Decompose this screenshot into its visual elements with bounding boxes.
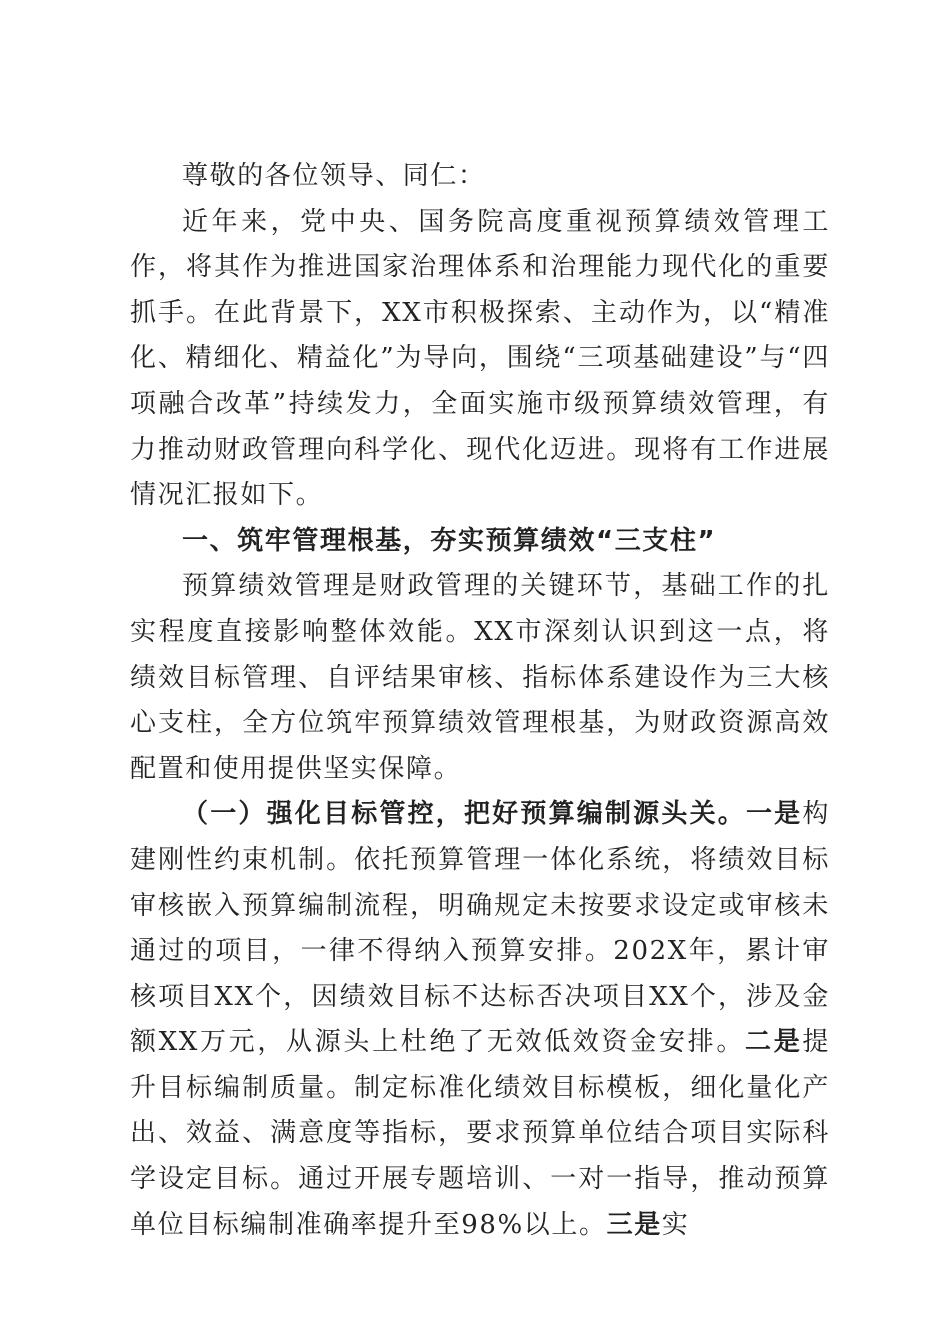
lead-third: 三是 (606, 1209, 662, 1240)
lead-first: 一是 (745, 799, 803, 830)
lead-second: 二是 (745, 1027, 803, 1058)
point-second-text: 提升目标编制质量。制定标准化绩效目标模板，细化量化产出、效益、满意度等指标，要求预算单位结合项目实际科学设定目标。通过开展专题培训、一对一指导，推动预算单位目标编制准确率提升至98%以上。 (130, 1027, 830, 1240)
section-1-paragraph: 预算绩效管理是财政管理的关键环节，基础工作的扎实程度直接影响整体效能。XX市深刻认识到这一点，将绩效目标管理、自评结果审核、指标体系建设作为三大核心支柱，全方位筑牢预算绩效管理根基，为财政资源高效配置和使用提供坚实保障。 (130, 571, 830, 784)
point-first-text: 构建刚性约束机制。依托预算管理一体化系统，将绩效目标审核嵌入预算编制流程，明确规定未按要求设定或审核未通过的项目，一律不得纳入预算安排。202X年，累计审核项目XX个，因绩效目标不达标否决项目XX个，涉及金额XX万元，从源头上杜绝了无效低效资金安排。 (130, 799, 830, 1058)
subsection-1-paragraph (130, 792, 830, 1248)
intro-paragraph: 近年来，党中央、国务院高度重视预算绩效管理工作，将其作为推进国家治理体系和治理能力现代化的重要抓手。在此背景下，XX市积极探索、主动作为，以“精准化、精细化、精益化”为导向，围绕“三项基础建设”与“四项融合改革”持续发力，全面实施市级预算绩效管理，有力推动财政管理向科学化、现代化迈进。现将有工作进展情况汇报如下。 (130, 206, 830, 511)
subsection-heading-1: （一）强化目标管控，把好预算编制源头关。 (182, 799, 746, 830)
document-body (130, 154, 830, 1248)
salutation: 尊敬的各位领导、同仁： (182, 161, 486, 191)
point-third-text: 实 (661, 1209, 690, 1240)
section-heading-1: 一、筑牢管理根基，夯实预算绩效“三支柱” (182, 525, 717, 556)
